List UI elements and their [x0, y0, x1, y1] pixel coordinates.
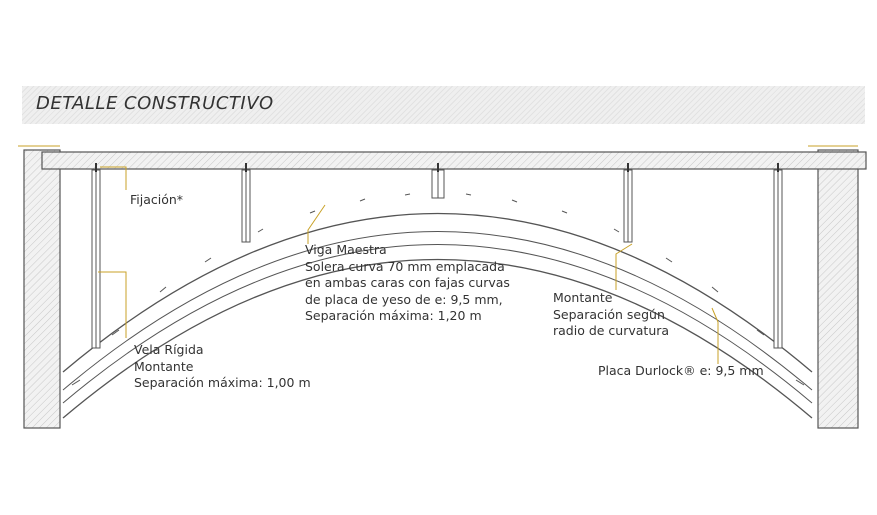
viga-line-2: Solera curva 70 mm emplacada — [305, 258, 505, 274]
montante-line-2: Separación según — [553, 306, 665, 322]
leader-viga — [308, 205, 325, 244]
vela-line-2: Montante — [134, 358, 194, 374]
label-placa-durlock: Placa Durlock® e: 9,5 mm — [598, 363, 764, 378]
section-title: DETALLE CONSTRUCTIVO — [36, 93, 274, 114]
viga-line-4: de placa de yeso de e: 9,5 mm, — [305, 291, 503, 307]
vela-line-3: Separación máxima: 1,00 m — [134, 375, 311, 390]
leader-fijacion — [100, 167, 126, 190]
left-wall — [24, 150, 60, 428]
label-montante — [553, 290, 669, 340]
leader-vela — [98, 272, 126, 338]
viga-line-3: en ambas caras con fajas curvas — [305, 275, 510, 290]
leader-placa — [712, 308, 718, 364]
viga-line-5: Separación máxima: 1,20 m — [305, 308, 482, 323]
montante-line-1: Montante — [553, 290, 613, 305]
label-fijacion: Fijación* — [130, 192, 184, 207]
viga-line-1: Viga Maestra — [305, 242, 387, 257]
montante-line-3: radio de curvatura — [553, 323, 670, 338]
label-vela-rigida — [134, 342, 311, 392]
ceiling-slab — [42, 152, 866, 169]
vela-line-1: Vela Rígida — [134, 342, 204, 357]
right-wall — [818, 150, 858, 428]
label-viga-maestra — [305, 242, 510, 325]
